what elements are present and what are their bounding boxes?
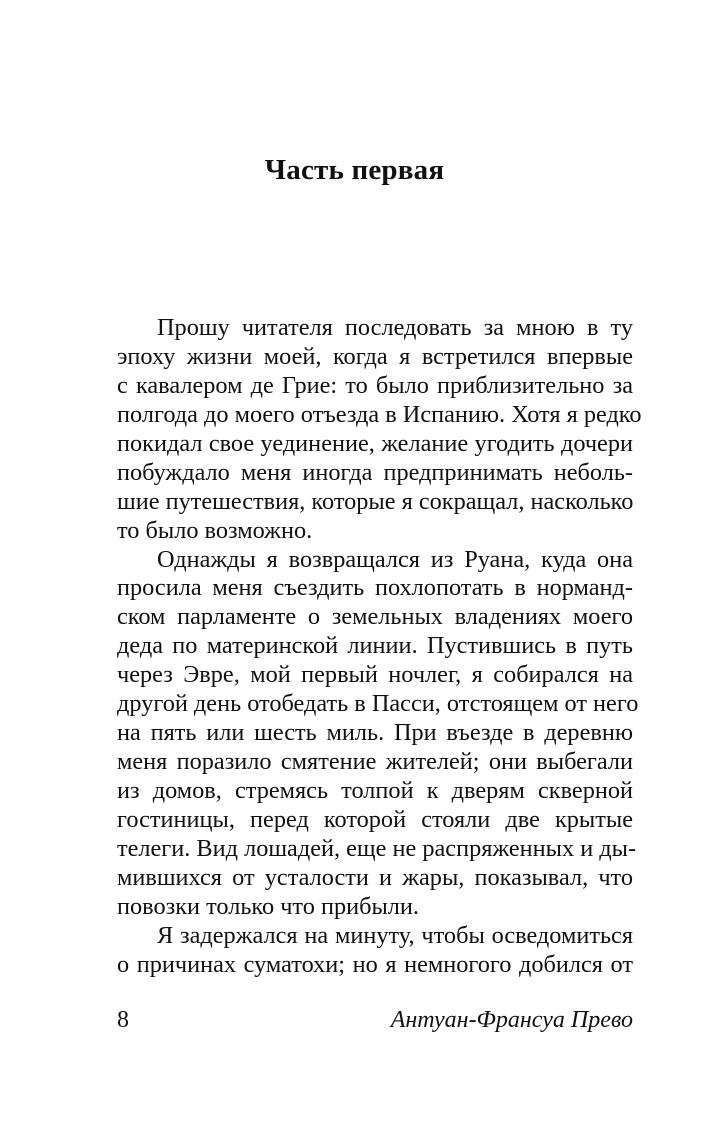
- page-footer: [117, 1004, 633, 1036]
- text-line: эпоху жизни моей, когда я встретился впервые: [117, 342, 633, 370]
- running-title: Антуан-Франсуа Прево: [390, 1007, 633, 1033]
- paragraph-2: [117, 545, 639, 922]
- text-line: гостиницы, перед которой стояли две крытые: [117, 805, 633, 833]
- text-line: меня поразило смятение жителей; они выбегали: [117, 748, 633, 776]
- body-text: [117, 314, 642, 980]
- text-line: просила меня съездить похлопотать в норманд-: [117, 574, 633, 602]
- text-line: ском парламенте о земельных владениях моего: [117, 603, 633, 631]
- text-line: Однажды я возвращался из Руана, куда она: [157, 545, 633, 573]
- text-line: из домов, стремясь толпой к дверям скверной: [117, 777, 633, 804]
- text-line: полгода до моего отъезда в Испанию. Хотя я редко: [117, 400, 642, 428]
- text-line: о причинах суматохи; но я немногого добился от: [117, 950, 633, 978]
- chapter-title: Часть первая: [264, 154, 445, 186]
- text-line: мившихся от усталости и жары, показывал, что: [117, 863, 633, 891]
- text-line: побуждало меня иногда предпринимать неболь-: [117, 458, 633, 486]
- page-number: 8: [117, 1007, 129, 1033]
- text-line: покидал свое уединение, желание угодить дочери: [117, 429, 633, 457]
- text-line: через Эвре, мой первый ночлег, я собирался на: [117, 661, 633, 689]
- paragraph-3: [117, 922, 633, 980]
- text-line: деда по материнской линии. Пустившись в путь: [117, 632, 633, 660]
- text-line: шие путешествия, которые я сокращал, насколько: [117, 487, 634, 515]
- text-line: на пять или шесть миль. При въезде в деревню: [117, 719, 633, 747]
- text-line: то было возможно.: [117, 516, 313, 544]
- paragraph-1: [117, 314, 642, 546]
- text-line: с кавалером де Грие: то было приблизительно за: [117, 371, 633, 399]
- text-line: Я задержался на минуту, чтобы осведомиться: [157, 921, 633, 949]
- text-line: Прошу читателя последовать за мною в ту: [157, 314, 633, 341]
- text-line: другой день отобедать в Пасси, отстоящем от него: [117, 690, 639, 718]
- text-line: повозки только что прибыли.: [117, 892, 419, 920]
- text-line: телеги. Вид лошадей, еще не распряженных и ды-: [117, 834, 637, 862]
